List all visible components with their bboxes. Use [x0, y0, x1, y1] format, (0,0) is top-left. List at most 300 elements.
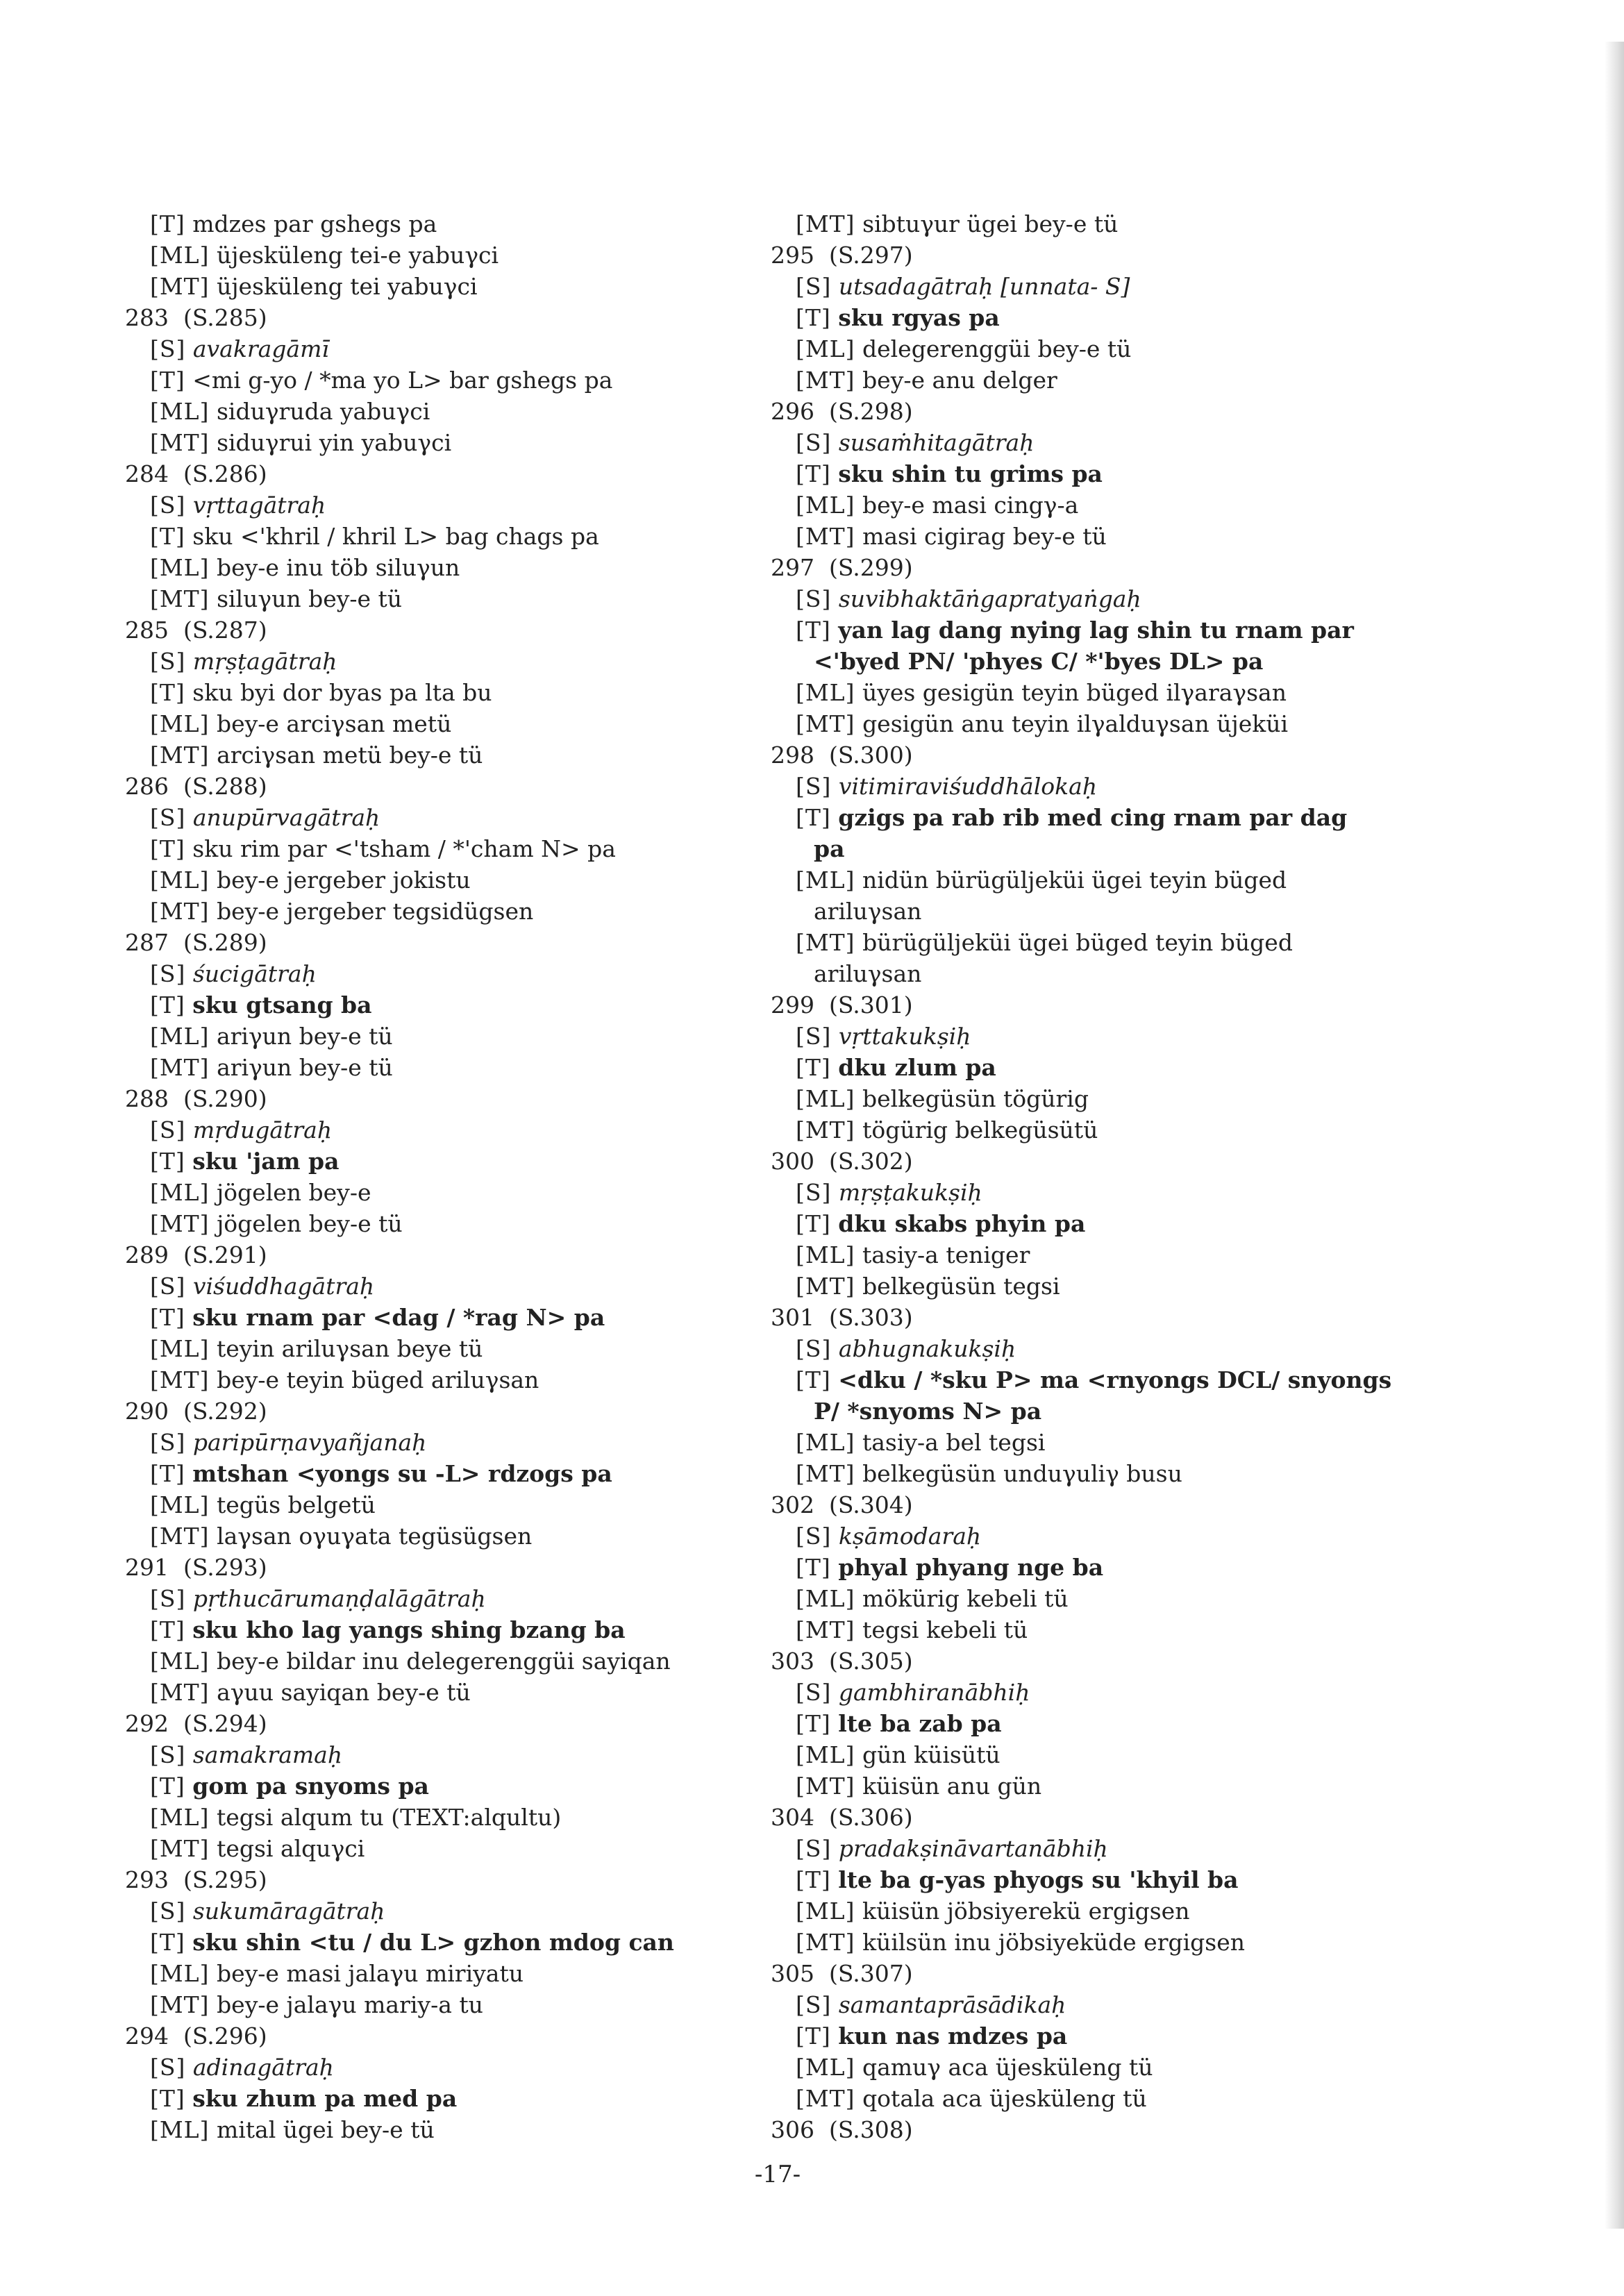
- entry-number: 303: [771, 1648, 814, 1675]
- translation-line: [125, 583, 764, 614]
- source-ref: (S.295): [183, 1866, 267, 1893]
- translation-line: [125, 1114, 764, 1146]
- translation-text: jögelen bey-e tü: [217, 1210, 403, 1237]
- entry-number: 292: [125, 1710, 169, 1737]
- entry-number: 293: [125, 1866, 169, 1893]
- language-tag: [T]: [796, 460, 831, 487]
- translation-line: [125, 1052, 764, 1083]
- entry-number: 289: [125, 1241, 169, 1268]
- translation-text: küisün jöbsiyerekü ergigsen: [862, 1897, 1190, 1925]
- translation-line: [771, 333, 1409, 364]
- continuation-text: <'byed PN/ 'phyes C/ *'byes DL> pa: [814, 648, 1264, 675]
- translation-line: [771, 1083, 1409, 1114]
- continuation-line: [771, 958, 1409, 989]
- language-tag: [MT]: [150, 898, 210, 925]
- translation-line: [125, 1177, 764, 1208]
- translation-line: [771, 614, 1409, 646]
- entry-number: 304: [771, 1804, 814, 1831]
- source-ref: (S.302): [828, 1148, 913, 1175]
- entry-number: 299: [771, 991, 814, 1019]
- continuation-line: [771, 833, 1409, 864]
- translation-line: [125, 2083, 764, 2114]
- language-tag: [MT]: [150, 1991, 210, 2018]
- translation-line: [125, 1458, 764, 1489]
- language-tag: [S]: [796, 1523, 832, 1550]
- translation-text: üjesküleng tei yabuγci: [217, 273, 478, 300]
- entry-number-line: [771, 1146, 1409, 1177]
- translation-line: [125, 802, 764, 833]
- translation-line: [125, 1208, 764, 1239]
- translation-text: sku 'jam pa: [192, 1148, 340, 1175]
- translation-line: [125, 1833, 764, 1864]
- translation-line: [125, 1739, 764, 1770]
- source-ref: (S.305): [828, 1648, 913, 1675]
- entry-number-line: [125, 614, 764, 646]
- language-tag: [T]: [150, 1929, 185, 1956]
- translation-line: [771, 1552, 1409, 1583]
- translation-line: [125, 896, 764, 927]
- translation-line: [771, 1239, 1409, 1271]
- entry-number: 286: [125, 773, 169, 800]
- translation-text: vṛttakukṣiḥ: [838, 1023, 971, 1050]
- translation-line: [771, 1770, 1409, 1802]
- translation-line: [771, 802, 1409, 833]
- translation-text: phyal phyang nge ba: [838, 1554, 1104, 1581]
- entry-number: 284: [125, 460, 169, 487]
- source-ref: (S.299): [828, 554, 913, 581]
- translation-text: tegsi kebeli tü: [862, 1616, 1028, 1643]
- translation-text: bey-e masi cingγ-a: [862, 492, 1079, 519]
- translation-text: sku rgyas pa: [838, 304, 1000, 331]
- entry-number: 306: [771, 2116, 814, 2143]
- language-tag: [T]: [150, 1304, 185, 1331]
- translation-line: [771, 1739, 1409, 1770]
- language-tag: [S]: [150, 1116, 186, 1143]
- translation-line: [125, 1989, 764, 2020]
- language-tag: [S]: [796, 1023, 832, 1050]
- entry-number: 297: [771, 554, 814, 581]
- language-tag: [MT]: [150, 1679, 210, 1706]
- language-tag: [ML]: [796, 679, 855, 706]
- translation-text: susaṁhitagātraḥ: [838, 429, 1035, 456]
- translation-line: [771, 1271, 1409, 1302]
- continuation-line: [771, 646, 1409, 677]
- translation-line: [771, 2020, 1409, 2052]
- translation-line: [771, 1989, 1409, 2020]
- language-tag: [MT]: [796, 210, 855, 237]
- translation-text: aγuu sayiqan bey-e tü: [217, 1679, 471, 1706]
- language-tag: [T]: [150, 367, 185, 394]
- translation-line: [771, 1927, 1409, 1958]
- entry-number-line: [771, 1802, 1409, 1833]
- entry-number-line: [125, 1552, 764, 1583]
- entry-number: 305: [771, 1960, 814, 1987]
- translation-line: [771, 1427, 1409, 1458]
- translation-text: utsadagātraḥ [unnata- S]: [838, 273, 1130, 300]
- source-ref: (S.301): [828, 991, 913, 1019]
- scan-edge-shadow: [1605, 42, 1624, 2229]
- translation-text: siluγun bey-e tü: [217, 585, 403, 612]
- translation-line: [771, 1895, 1409, 1927]
- entry-number: 283: [125, 304, 169, 331]
- language-tag: [ML]: [796, 492, 855, 519]
- translation-text: ariγun bey-e tü: [216, 1023, 393, 1050]
- translation-text: gom pa snyoms pa: [192, 1773, 429, 1800]
- source-ref: (S.304): [828, 1491, 913, 1518]
- translation-text: laγsan oγuγata tegüsügsen: [217, 1523, 533, 1550]
- language-tag: [ML]: [150, 242, 210, 269]
- language-tag: [S]: [150, 1741, 186, 1768]
- source-ref: (S.294): [183, 1710, 267, 1737]
- entry-number: 298: [771, 741, 814, 769]
- translation-line: [771, 1520, 1409, 1552]
- language-tag: [ML]: [796, 1429, 855, 1456]
- language-tag: [T]: [150, 679, 185, 706]
- source-ref: (S.308): [828, 2116, 913, 2143]
- translation-text: sku <'khril / khril L> bag chags pa: [192, 523, 599, 550]
- language-tag: [MT]: [796, 1773, 855, 1800]
- language-tag: [S]: [150, 1273, 186, 1300]
- translation-text: gün küisütü: [862, 1741, 1001, 1768]
- translation-line: [125, 677, 764, 708]
- translation-line: [771, 427, 1409, 458]
- translation-text: bey-e anu delger: [862, 367, 1057, 394]
- language-tag: [MT]: [150, 1523, 210, 1550]
- translation-line: [125, 989, 764, 1021]
- language-tag: [ML]: [796, 866, 855, 894]
- continuation-line: [771, 1396, 1409, 1427]
- translation-text: üjesküleng tei-e yabuγci: [216, 242, 499, 269]
- entry-number-line: [771, 552, 1409, 583]
- language-tag: [ML]: [796, 2054, 855, 2081]
- entry-number-line: [125, 1708, 764, 1739]
- language-tag: [MT]: [150, 1210, 210, 1237]
- language-tag: [MT]: [150, 1054, 210, 1081]
- translation-line: [125, 1583, 764, 1614]
- entry-number-line: [771, 739, 1409, 771]
- language-tag: [MT]: [796, 1460, 855, 1487]
- translation-line: [125, 521, 764, 552]
- language-tag: [S]: [796, 1679, 832, 1706]
- right-column: [771, 208, 1409, 2145]
- translation-text: gzigs pa rab rib med cing rnam par dag: [838, 804, 1348, 831]
- source-ref: (S.307): [828, 1960, 913, 1987]
- source-ref: (S.297): [828, 242, 913, 269]
- translation-line: [771, 1021, 1409, 1052]
- continuation-text: ariluγsan: [814, 960, 922, 987]
- translation-line: [125, 646, 764, 677]
- translation-line: [125, 396, 764, 427]
- entry-number: 294: [125, 2022, 169, 2050]
- language-tag: [S]: [796, 1835, 832, 1862]
- translation-text: <dku / *sku P> ma <rnyongs DCL/ snyongs: [838, 1366, 1392, 1393]
- translation-text: bey-e arciγsan metü: [216, 710, 452, 737]
- translation-line: [771, 271, 1409, 302]
- language-tag: [S]: [150, 804, 186, 831]
- translation-line: [771, 1208, 1409, 1239]
- translation-line: [125, 2052, 764, 2083]
- language-tag: [T]: [796, 804, 831, 831]
- translation-line: [771, 458, 1409, 489]
- source-ref: (S.303): [828, 1304, 913, 1331]
- translation-text: sku gtsang ba: [192, 991, 372, 1019]
- language-tag: [MT]: [796, 367, 855, 394]
- translation-text: bey-e teyin büged ariluγsan: [217, 1366, 539, 1393]
- translation-text: tasiy-a teniger: [862, 1241, 1030, 1268]
- language-tag: [T]: [150, 2085, 185, 2112]
- translation-line: [771, 1864, 1409, 1895]
- language-tag: [MT]: [796, 1616, 855, 1643]
- language-tag: [MT]: [150, 273, 210, 300]
- entry-number-line: [125, 2020, 764, 2052]
- translation-line: [125, 1645, 764, 1677]
- translation-line: [771, 1614, 1409, 1645]
- translation-text: sku shin tu grims pa: [838, 460, 1103, 487]
- translation-text: lte ba g-yas phyogs su 'khyil ba: [838, 1866, 1239, 1893]
- translation-line: [125, 958, 764, 989]
- language-tag: [ML]: [150, 1491, 210, 1518]
- language-tag: [T]: [150, 991, 185, 1019]
- translation-text: nidün bürügüljeküi ügei teyin büged: [862, 866, 1287, 894]
- translation-text: teyin ariluγsan beye tü: [216, 1335, 483, 1362]
- translation-line: [771, 583, 1409, 614]
- language-tag: [ML]: [796, 1085, 855, 1112]
- translation-line: [125, 1895, 764, 1927]
- language-tag: [S]: [150, 1429, 186, 1456]
- entry-number: 287: [125, 929, 169, 956]
- translation-line: [771, 1583, 1409, 1614]
- source-ref: (S.291): [183, 1241, 267, 1268]
- translation-line: [125, 552, 764, 583]
- translation-text: mṛṣṭagātraḥ: [192, 648, 337, 675]
- translation-text: dku skabs phyin pa: [838, 1210, 1086, 1237]
- entry-number-line: [771, 240, 1409, 271]
- language-tag: [T]: [150, 523, 185, 550]
- translation-line: [771, 1052, 1409, 1083]
- page-number: -17-: [754, 2161, 801, 2188]
- translation-line: [771, 302, 1409, 333]
- translation-line: [125, 2114, 764, 2145]
- translation-text: śucigātraḥ: [192, 960, 317, 987]
- entry-number-line: [771, 1489, 1409, 1520]
- translation-line: [125, 1302, 764, 1333]
- translation-text: pṛthucārumaṇḍalāgātraḥ: [192, 1585, 486, 1612]
- translation-line: [771, 521, 1409, 552]
- entry-number-line: [771, 989, 1409, 1021]
- language-tag: [ML]: [150, 2116, 210, 2143]
- language-tag: [T]: [150, 1460, 185, 1487]
- language-tag: [ML]: [150, 554, 210, 581]
- language-tag: [MT]: [796, 523, 855, 550]
- translation-line: [771, 2083, 1409, 2114]
- translation-text: sibtuγur ügei bey-e tü: [862, 210, 1119, 237]
- source-ref: (S.300): [828, 741, 913, 769]
- translation-text: <mi g-yo / *ma yo L> bar gshegs pa: [192, 367, 613, 394]
- translation-line: [771, 1458, 1409, 1489]
- language-tag: [T]: [796, 617, 831, 644]
- translation-line: [125, 427, 764, 458]
- continuation-line: [771, 896, 1409, 927]
- continuation-text: P/ *snyoms N> pa: [814, 1398, 1042, 1425]
- language-tag: [ML]: [150, 1804, 210, 1831]
- language-tag: [ML]: [796, 1741, 855, 1768]
- translation-text: küilsün inu jöbsiyeküde ergigsen: [862, 1929, 1246, 1956]
- language-tag: [S]: [796, 1991, 832, 2018]
- translation-text: bürügüljeküi ügei büged teyin büged: [862, 929, 1293, 956]
- entry-number-line: [125, 771, 764, 802]
- language-tag: [T]: [796, 1210, 831, 1237]
- entry-number-line: [771, 1958, 1409, 1989]
- entry-number-line: [125, 458, 764, 489]
- translation-text: bey-e jergeber jokistu: [216, 866, 471, 894]
- translation-text: sku kho lag yangs shing bzang ba: [192, 1616, 626, 1643]
- language-tag: [T]: [150, 1773, 185, 1800]
- language-tag: [T]: [796, 1054, 831, 1081]
- entry-number-line: [771, 1302, 1409, 1333]
- source-ref: (S.286): [183, 460, 267, 487]
- language-tag: [ML]: [150, 866, 210, 894]
- continuation-text: ariluγsan: [814, 898, 922, 925]
- translation-text: üyes gesigün teyin büged ilγaraγsan: [862, 679, 1287, 706]
- entry-number: 295: [771, 242, 814, 269]
- language-tag: [S]: [796, 1335, 832, 1362]
- language-tag: [MT]: [796, 1116, 855, 1143]
- translation-line: [125, 864, 764, 896]
- language-tag: [T]: [796, 1866, 831, 1893]
- translation-text: adinagātraḥ: [192, 2054, 334, 2081]
- entry-number: 302: [771, 1491, 814, 1518]
- entry-number: 301: [771, 1304, 814, 1331]
- translation-text: mtshan <yongs su -L> rdzogs pa: [192, 1460, 612, 1487]
- translation-line: [771, 1364, 1409, 1396]
- translation-text: kṣāmodaraḥ: [838, 1523, 982, 1550]
- translation-text: mṛdugātraḥ: [192, 1116, 333, 1143]
- translation-line: [125, 489, 764, 521]
- translation-line: [125, 364, 764, 396]
- language-tag: [S]: [796, 429, 832, 456]
- entry-number-line: [771, 396, 1409, 427]
- translation-text: viśuddhagātraḥ: [192, 1273, 375, 1300]
- translation-text: belkegüsün unduγuliγ busu: [862, 1460, 1182, 1487]
- translation-text: samantaprāsādikaḥ: [838, 1991, 1066, 2018]
- entry-number-line: [125, 927, 764, 958]
- entry-number-line: [125, 1239, 764, 1271]
- translation-text: gesigün anu teyin ilγalduγsan üjeküi: [862, 710, 1289, 737]
- translation-line: [125, 1770, 764, 1802]
- translation-line: [125, 1677, 764, 1708]
- language-tag: [S]: [796, 773, 832, 800]
- translation-text: lte ba zab pa: [838, 1710, 1002, 1737]
- translation-line: [125, 1958, 764, 1989]
- translation-text: sku byi dor byas pa lta bu: [192, 679, 492, 706]
- source-ref: (S.289): [183, 929, 267, 956]
- translation-line: [771, 708, 1409, 739]
- translation-line: [125, 1271, 764, 1302]
- language-tag: [ML]: [796, 335, 855, 362]
- translation-line: [771, 364, 1409, 396]
- entry-number: 285: [125, 617, 169, 644]
- translation-text: tegsi alquγci: [217, 1835, 365, 1862]
- translation-text: anupūrvagātraḥ: [192, 804, 380, 831]
- translation-line: [125, 1489, 764, 1520]
- entry-number-line: [125, 1083, 764, 1114]
- translation-text: suvibhaktāṅgapratyaṅgaḥ: [838, 585, 1141, 612]
- translation-text: yan lag dang nying lag shin tu rnam par: [838, 617, 1354, 644]
- translation-text: tegsi alqum tu (TEXT:alqultu): [216, 1804, 562, 1831]
- language-tag: [S]: [150, 2054, 186, 2081]
- language-tag: [MT]: [150, 429, 210, 456]
- language-tag: [T]: [796, 1554, 831, 1581]
- language-tag: [T]: [150, 210, 185, 237]
- language-tag: [T]: [150, 1616, 185, 1643]
- translation-text: delegerenggüi bey-e tü: [862, 335, 1132, 362]
- translation-text: mökürig kebeli tü: [862, 1585, 1069, 1612]
- language-tag: [ML]: [150, 1335, 210, 1362]
- translation-line: [771, 1677, 1409, 1708]
- language-tag: [T]: [796, 304, 831, 331]
- translation-line: [125, 271, 764, 302]
- source-ref: (S.296): [183, 2022, 267, 2050]
- language-tag: [T]: [150, 835, 185, 862]
- language-tag: [S]: [150, 1897, 186, 1925]
- language-tag: [ML]: [150, 710, 210, 737]
- translation-text: avakragāmī: [192, 335, 329, 362]
- translation-text: bey-e jergeber tegsidügsen: [217, 898, 534, 925]
- language-tag: [MT]: [150, 741, 210, 769]
- language-tag: [ML]: [150, 1648, 210, 1675]
- translation-text: abhugnakukṣiḥ: [838, 1335, 1016, 1362]
- entry-number: 296: [771, 398, 814, 425]
- translation-text: paripūrṇavyañjanaḥ: [192, 1429, 427, 1456]
- translation-text: sku shin <tu / du L> gzhon mdog can: [192, 1929, 674, 1956]
- language-tag: [MT]: [796, 929, 855, 956]
- entry-number-line: [125, 302, 764, 333]
- language-tag: [T]: [150, 1148, 185, 1175]
- translation-text: samakramaḥ: [192, 1741, 343, 1768]
- entry-number: 300: [771, 1148, 814, 1175]
- translation-text: sukumāragātraḥ: [192, 1897, 385, 1925]
- translation-text: siduγrui yin yabuγci: [217, 429, 452, 456]
- translation-text: arciγsan metü bey-e tü: [217, 741, 483, 769]
- continuation-text: pa: [814, 835, 845, 862]
- language-tag: [S]: [150, 492, 186, 519]
- translation-text: kun nas mdzes pa: [838, 2022, 1068, 2050]
- language-tag: [T]: [796, 1366, 831, 1393]
- language-tag: [ML]: [150, 1023, 210, 1050]
- translation-line: [125, 208, 764, 240]
- translation-text: sku rnam par <dag / *rag N> pa: [192, 1304, 605, 1331]
- language-tag: [ML]: [796, 1897, 855, 1925]
- translation-line: [125, 1364, 764, 1396]
- translation-line: [771, 1333, 1409, 1364]
- translation-text: ariγun bey-e tü: [217, 1054, 393, 1081]
- entry-number-line: [771, 2114, 1409, 2145]
- translation-line: [771, 1114, 1409, 1146]
- language-tag: [S]: [796, 273, 832, 300]
- translation-text: qamuγ aca üjesküleng tü: [862, 2054, 1153, 2081]
- translation-text: tögürig belkegüsütü: [862, 1116, 1098, 1143]
- translation-text: mṛṣṭakukṣiḥ: [838, 1179, 982, 1206]
- translation-text: dku zlum pa: [838, 1054, 996, 1081]
- source-ref: (S.287): [183, 617, 267, 644]
- translation-line: [125, 240, 764, 271]
- translation-line: [125, 708, 764, 739]
- entry-number-line: [125, 1864, 764, 1895]
- translation-text: bey-e bildar inu delegerenggüi sayiqan: [216, 1648, 671, 1675]
- entry-number: 291: [125, 1554, 169, 1581]
- source-ref: (S.290): [183, 1085, 267, 1112]
- translation-line: [125, 1146, 764, 1177]
